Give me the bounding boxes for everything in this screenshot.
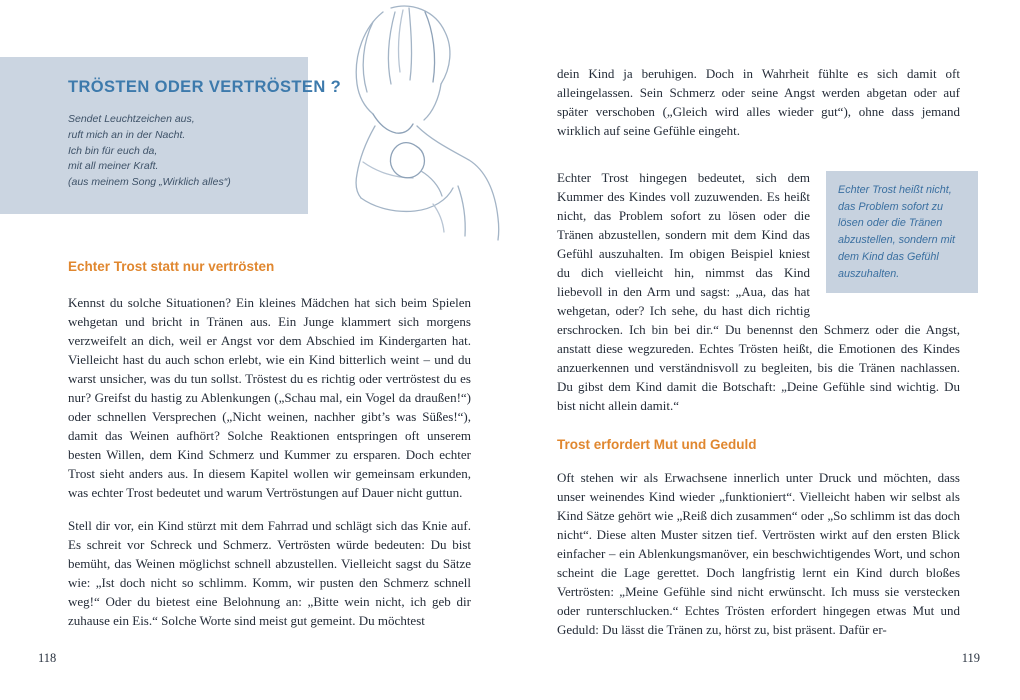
section-heading-mut-und-geduld: Trost erfordert Mut und Geduld (557, 437, 757, 452)
callout-box: Echter Trost heißt nicht, das Problem sofort zu lösen oder die Tränen abzustellen, sondern mit dem Kind das Gefühl auszuhalten. (826, 171, 978, 293)
poem-line: ruft mich an in der Nacht. (68, 128, 186, 141)
poem-line: Ich bin für euch da, (68, 144, 158, 157)
right-body-column-top (557, 64, 960, 140)
page-number-right: 119 (961, 651, 980, 665)
right-body-column-bottom (557, 468, 960, 639)
paragraph: Stell dir vor, ein Kind stürzt mit dem Fahrrad und schlägt sich das Knie auf. Es schreit vor Schreck und Schmerz. Vertrösten würde bedeuten: Du bist bemüht, das Weinen möglichst schnell abzustellen. Vielleicht sagst du Sätze wie: „Ist doch nicht so schlimm. Komm, wir pusten den Schmerz schnell weg!“ Oder du bietest eine Belohnung an: „Bitte wein nicht, ich geb dir zuhause ein Eis.“ Solche Worte sind meist gut gemeint. Du möchtest (68, 518, 471, 628)
paragraph: Echter Trost hingegen bedeutet, sich dem Kummer des Kindes voll zuzuwenden. Es heißt nicht, das Problem sofort zu lösen oder die Tränen abzustellen, sondern mit dem Kind das Gefühl auszuhalten. Im obigen Beispiel kniest du dich vielleicht hin, nimmst das Kind liebevoll in den Arm und sagst: „Aua, das hat wehgetan, oder? Ich sehe, du hast dich richtig erschrocken. Ich bin bei dir.“ Du benennst den Schmerz oder die Angst, anstatt diese wegzureden. Echtes Trösten heißt, die Emotionen des Kindes anzuerkennen und verständnisvoll zu begleiten, bis die Tränen nachlassen. Du gibst dem Kind damit die Botschaft: „Deine Gefühle sind wichtig. Du bist nicht allein damit.“ (557, 170, 960, 413)
mother-child-sketch-illustration (283, 0, 521, 242)
right-body-column-with-callout (557, 168, 960, 415)
poem-line: mit all meiner Kraft. (68, 160, 159, 173)
section-heading-trost-statt-vertroesten: Echter Trost statt nur vertrösten (68, 259, 275, 274)
paragraph: dein Kind ja beruhigen. Doch in Wahrheit fühlte es sich damit oft alleingelassen. Sein Schmerz oder seine Angst werden abgetan oder auf später verschoben („Gleich wird alles wieder gut“), ohne dass jemand wirklich auf seine Gefühle eingeht. (557, 66, 960, 138)
poem-line: Sendet Leuchtzeichen aus, (68, 113, 195, 125)
paragraph: Kennst du solche Situationen? Ein kleines Mädchen hat sich beim Spielen wehgetan und bricht in Tränen aus. Ein Junge klammert sich morgens verzweifelt an dich, weil er Angst vor dem Abschied im Kindergarten hat. Vielleicht hast du auch schon erlebt, wie ein Kind bitterlich weint – und du warst unsicher, was du tun sollst. Tröstest du es richtig oder vertröstest du es nur? Greifst du hastig zu Ablenkungen („Schau mal, ein Vogel da draußen!“) oder schnellen Versprechen („Nicht weinen, nachher gibt’s was Süßes!“), damit das Weinen aufhört? Solche Reaktionen entspringen oft unserem besten Willen, dem Kind Schmerz und Kummer zu ersparen. Doch echter Trost sieht anders aus. In diesem Kapitel wollen wir gemeinsam erkunden, was echter Trost bedeutet und warum Vertröstungen auf Dauer nicht guttun. (68, 295, 471, 500)
paragraph: Oft stehen wir als Erwachsene innerlich unter Druck und möchten, dass unser weinendes Kind wieder „funktioniert“. Vielleicht haben wir selbst als Kind Sätze gehört wie „Reiß dich zusammen“ oder „So schlimm ist das doch nicht“. Diese alten Muster sitzen tief. Vertrösten wirkt auf den ersten Blick einfacher – ein Ablenkungsmanöver, ein beschwichtigendes Wort, und schon scheint die Lage gerettet. Doch langfristig lernt ein Kind durch bloßes Vertrösten: „Meine Gefühle sind nicht erwünscht. Ich muss sie verstecken oder runterschlucken.“ Echtes Trösten erfordert hingegen etwas Mut und Geduld: Du lässt die Tränen zu, hörst zu, bist präsent. Dafür er- (557, 470, 960, 637)
chapter-title-block (0, 57, 342, 214)
page-number-left: 118 (38, 651, 57, 665)
left-body-column (68, 293, 471, 630)
chapter-poem (68, 112, 296, 191)
chapter-title: TRÖSTEN ODER VERTRÖSTEN ? (68, 78, 342, 96)
poem-line: (aus meinem Song „Wirklich alles“) (68, 176, 231, 188)
